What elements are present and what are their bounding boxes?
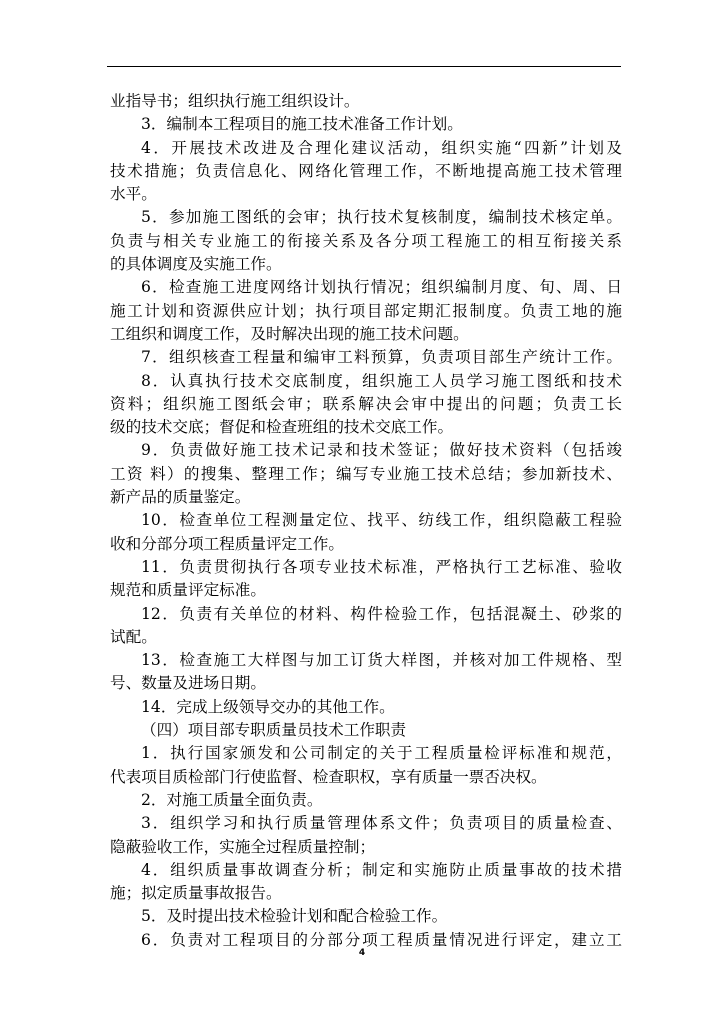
- text-line: 业指导书；组织执行施工组织设计。: [110, 92, 360, 110]
- text-line: 1．执行国家颁发和公司制定的关于工程质量检评标准和规范，: [141, 744, 622, 763]
- text-line: 新产品的质量鉴定。: [110, 488, 251, 507]
- text-line: 资料；组织施工图纸会审；联系解决会审中提出的问题；负责工长: [110, 394, 622, 413]
- text-line: 隐蔽验收工作，实施全过程质量控制；: [110, 837, 376, 856]
- text-line: 的具体调度及实施工作。: [110, 255, 282, 274]
- document-body: [110, 90, 622, 952]
- text-line: 6．检查施工进度网络计划执行情况；组织编制月度、旬、周、日: [141, 278, 622, 297]
- text-line: 代表项目质检部门行使监督、检查职权，享有质量一票否决权。: [110, 767, 547, 786]
- text-line: 负责与相关专业施工的衔接关系及各分项工程施工的相互衔接关系: [110, 231, 622, 250]
- text-line: 11．负责贯彻执行各项专业技术标准，严格执行工艺标准、验收: [141, 557, 622, 576]
- text-line: 3．组织学习和执行质量管理体系文件；负责项目的质量检查、: [141, 814, 622, 833]
- text-line: 7．组织核查工程量和编审工料预算，负责项目部生产统计工作。: [141, 348, 622, 367]
- text-line: 12．负责有关单位的材料、构件检验工作，包括混凝土、砂浆的: [141, 604, 622, 623]
- text-line: 工资 料）的搜集、整理工作；编写专业施工技术总结；参加新技术、: [110, 464, 622, 483]
- text-line: 水平。: [110, 185, 157, 204]
- header-rule: [107, 66, 621, 67]
- text-line: （四）项目部专职质量员技术工作职责: [141, 721, 407, 740]
- text-line: 级的技术交底；督促和检查班组的技术交底工作。: [110, 418, 454, 437]
- text-line: 4．开展技术改进及合理化建议活动，组织实施“四新”计划及: [141, 138, 622, 157]
- text-line: 9．负责做好施工技术记录和技术签证；做好技术资料（包括竣: [141, 441, 622, 460]
- text-line: 4．组织质量事故调查分析；制定和实施防止质量事故的技术措: [141, 860, 622, 879]
- text-line: 施；拟定质量事故报告。: [110, 884, 282, 903]
- text-line: 技术措施；负责信息化、网络化管理工作，不断地提高施工技术管理: [110, 161, 622, 180]
- text-line: 5．及时提出技术检验计划和配合检验工作。: [141, 907, 448, 926]
- text-line: 规范和质量评定标准。: [110, 581, 266, 600]
- text-line: 5．参加施工图纸的会审；执行技术复核制度，编制技术核定单。: [141, 208, 622, 227]
- page-number: 4: [358, 948, 366, 958]
- text-line: 10．检查单位工程测量定位、找平、纺线工作，组织隐蔽工程验: [141, 511, 622, 530]
- text-line: 收和分部分项工程质量评定工作。: [110, 534, 344, 553]
- text-line: 试配。: [110, 627, 157, 646]
- text-line: 3．编制本工程项目的施工技术准备工作计划。: [141, 115, 463, 134]
- text-line: 2．对施工质量全面负责。: [141, 790, 323, 809]
- text-line: 号、数量及进场日期。: [110, 674, 266, 693]
- text-line: 6．负责对工程项目的分部分项工程质量情况进行评定，建立工: [141, 930, 622, 949]
- text-line: 施工计划和资源供应计划；执行项目部定期汇报制度。负责工地的施: [110, 301, 622, 320]
- text-line: 工组织和调度工作，及时解决出现的施工技术问题。: [110, 324, 469, 343]
- text-line: 14．完成上级领导交办的其他工作。: [141, 697, 395, 716]
- text-line: 8．认真执行技术交底制度，组织施工人员学习施工图纸和技术: [141, 371, 622, 390]
- text-line: 13．检查施工大样图与加工订货大样图，并核对加工件规格、型: [141, 651, 622, 670]
